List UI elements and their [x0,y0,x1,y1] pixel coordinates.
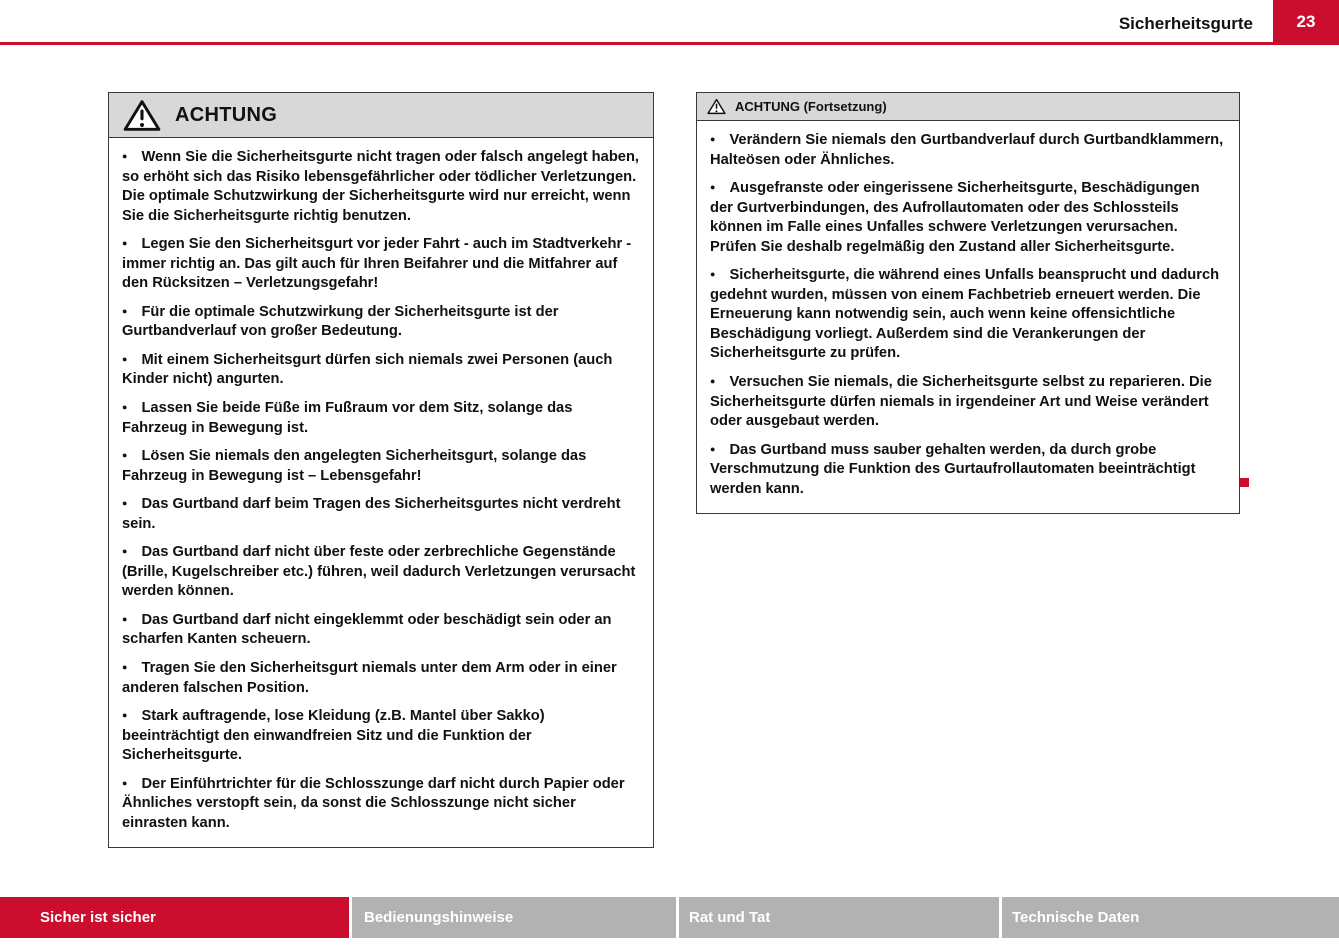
warning-header [109,93,653,138]
warning-triangle-icon [707,98,726,115]
bullet-icon: ● [122,613,128,624]
warning-item-text: Das Gurtband darf nicht eingeklemmt oder beschädigt sein oder an scharfen Kanten scheuern. [122,611,612,648]
footer-tab-technische-daten [1002,897,1339,938]
warning-item [122,707,640,766]
warning-item-text: Das Gurtband muss sauber gehalten werden, da durch grobe Verschmutzung die Funktion des Gurtaufrollautomaten beeinträchtigt werden kann. [710,441,1196,497]
footer-tab-label: Bedienungshinweise [364,909,514,926]
warning-item [122,659,640,698]
warning-item [122,495,640,534]
warning-item-text: Stark auftragende, lose Kleidung (z.B. Mantel über Sakko) beeinträchtigt den einwandfreien Sitz und die Funktion der Sicherheitsgurte. [122,708,545,764]
footer-tab-label: Sicher ist sicher [40,909,156,926]
bullet-icon: ● [122,777,128,788]
bullet-icon: ● [710,376,716,387]
warning-item-text: Sicherheitsgurte, die während eines Unfalls beansprucht und dadurch gedehnt wurden, müssen von einem Fachbetrieb erneuert werden. Die Erneuerung kann notwendig sein, auch wenn keine offensichtliche Beschädigung vorliegt. Außerdem sind die Verankerungen der Sicherheitsgurte zu prüfen. [710,267,1220,362]
warning-item [710,131,1226,170]
bullet-icon: ● [122,238,128,249]
warning-item-text: Ausgefranste oder eingerissene Sicherheitsgurte, Beschädigungen der Gurtverbindungen, des Aufrollautomaten oder des Schlossteils können im Falle eines Unfalles schwere Verletzungen verursachen. Prüfen Sie deshalb regelmäßig den Zustand aller Sicherheitsgurte. [710,180,1200,255]
section-end-marker [1240,478,1249,487]
bullet-icon: ● [122,710,128,721]
warning-item-text: Mit einem Sicherheitsgurt dürfen sich niemals zwei Personen (auch Kinder nicht) angurten. [122,351,613,388]
warning-body [109,138,653,847]
warning-item [122,399,640,438]
warning-item-text: Das Gurtband darf beim Tragen des Sicherheitsgurtes nicht verdreht sein. [122,496,621,532]
warning-item-text: Das Gurtband darf nicht über feste oder zerbrechliche Gegenstände (Brille, Kugelschreiber etc.) führen, weil dadurch Verletzungen verursacht werden können. [122,544,636,600]
warning-box-achtung [108,92,654,848]
warning-item-text: Tragen Sie den Sicherheitsgurt niemals unter dem Arm oder in einer anderen falschen Position. [122,660,617,696]
bullet-icon: ● [122,498,128,509]
warning-item [122,611,640,650]
warning-item-text: Der Einführtrichter für die Schlosszunge darf nicht durch Papier oder Ähnliches verstopft sein, da sonst die Schlosszunge nicht sicher einrasten kann. [122,775,625,831]
bullet-icon: ● [122,402,128,413]
warning-item-text: Für die optimale Schutzwirkung der Sicherheitsgurte ist der Gurtbandverlauf von großer Bedeutung. [122,303,559,340]
bullet-icon: ● [710,182,716,193]
bullet-icon: ● [122,546,128,557]
warning-item-text: Versuchen Sie niemals, die Sicherheitsgurte selbst zu reparieren. Die Sicherheitsgurte dürfen niemals in irgendeiner Art und Weise verändert oder ausgebaut werden. [710,374,1212,430]
warning-title: ACHTUNG [175,103,278,126]
warning-item [122,351,640,390]
header-divider [0,42,1339,45]
warning-triangle-icon [123,99,161,132]
warning-item [710,441,1226,500]
warning-header-continuation [697,93,1239,121]
warning-item-text: Legen Sie den Sicherheitsgurt vor jeder Fahrt - auch im Stadtverkehr - immer richtig an. Das gilt auch für Ihren Beifahrer und die Mitfahrer auf den Rücksitzen – Verletzungsgefahr! [122,236,632,292]
bullet-icon: ● [122,305,128,316]
bullet-icon: ● [122,450,128,461]
footer-tab-bedienungshinweise [352,897,676,938]
page-title: Sicherheitsgurte [1118,14,1253,33]
warning-item-text: Verändern Sie niemals den Gurtbandverlauf durch Gurtbandklammern, Halteösen oder Ähnliches. [710,132,1224,168]
footer-nav [0,897,1339,938]
page-number: 23 [1296,11,1316,31]
warning-body-continuation [697,121,1239,513]
warning-item [122,235,640,294]
footer-tab-rat-und-tat [679,897,999,938]
bullet-icon: ● [122,662,128,673]
warning-item-text: Wenn Sie die Sicherheitsgurte nicht tragen oder falsch angelegt haben, so erhöht sich das Risiko lebensgefährlicher oder tödlicher Verletzungen. Die optimale Schutzwirkung der Sicherheitsgurte wird nur erreicht, wenn Sie die Sicherheitsgurte richtig benutzen. [122,149,640,224]
footer-tab-label: Technische Daten [1012,909,1140,926]
bullet-icon: ● [710,134,716,144]
page-number-badge [1273,0,1339,43]
warning-item [122,148,640,226]
warning-item [122,447,640,486]
bullet-icon: ● [122,353,128,364]
footer-tab-label: Rat und Tat [689,909,771,926]
warning-box-achtung-fortsetzung [696,92,1240,514]
warning-item-text: Lösen Sie niemals den angelegten Sicherheitsgurt, solange das Fahrzeug in Bewegung ist – Lebensgefahr! [122,448,587,484]
footer-tab-sicher-ist-sicher [0,897,349,938]
warning-item [122,303,640,342]
warning-title-continuation: ACHTUNG (Fortsetzung) [735,99,887,114]
warning-item [122,543,640,602]
bullet-icon: ● [710,269,716,280]
warning-item-text: Lassen Sie beide Füße im Fußraum vor dem Sitz, solange das Fahrzeug in Bewegung ist. [122,400,573,436]
bullet-icon: ● [122,151,128,161]
warning-item [710,266,1226,364]
bullet-icon: ● [710,443,716,454]
warning-item [122,775,640,834]
warning-item [710,179,1226,257]
warning-item [710,373,1226,432]
